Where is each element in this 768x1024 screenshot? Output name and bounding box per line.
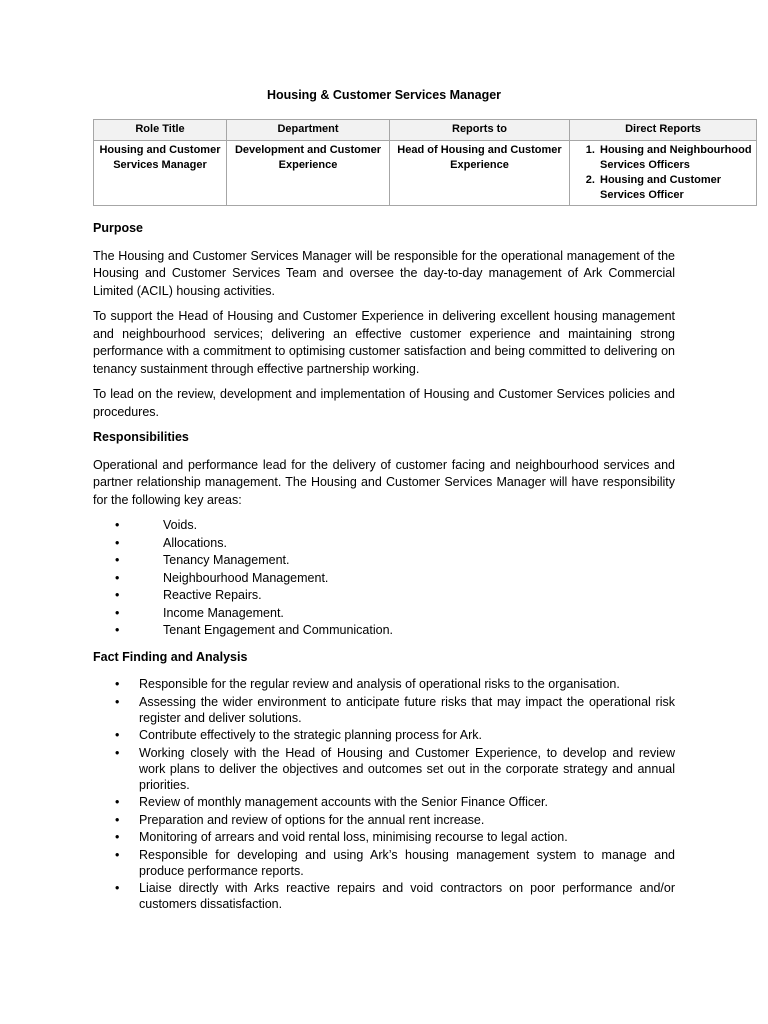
list-item: • Voids.: [93, 517, 675, 535]
list-item: • Liaise directly with Arks reactive repairs and void contractors on poor performance and/or customers dissatisfaction.: [93, 880, 675, 912]
header-direct-reports: Direct Reports: [570, 120, 757, 141]
list-item: • Allocations.: [93, 535, 675, 553]
list-item: • Tenancy Management.: [93, 552, 675, 570]
list-item: • Responsible for the regular review and analysis of operational risks to the organisation.: [93, 676, 675, 692]
list-item: • Preparation and review of options for the annual rent increase.: [93, 812, 675, 828]
cell-department: Development and Customer Experience: [227, 141, 390, 206]
list-item: • Monitoring of arrears and void rental loss, minimising recourse to legal action.: [93, 829, 675, 845]
table-header-row: [94, 120, 757, 141]
list-item: • Neighbourhood Management.: [93, 570, 675, 588]
fact-finding-list: [93, 676, 675, 912]
list-item: • Working closely with the Head of Housing and Customer Experience, to develop and review work plans to deliver the objectives and outcomes set out in the corporate strategy and annual priorities.: [93, 745, 675, 793]
purpose-paragraph: To lead on the review, development and implementation of Housing and Customer Services policies and procedures.: [93, 387, 675, 419]
header-role-title: Role Title: [94, 120, 227, 141]
list-item: • Assessing the wider environment to anticipate future risks that may impact the operational risk register and deliver solutions.: [93, 694, 675, 726]
document-body: [93, 220, 675, 914]
list-item: 1. Housing and Neighbourhood Services Officers: [598, 143, 752, 173]
purpose-paragraph: To support the Head of Housing and Customer Experience in delivering excellent housing management and neighbourhood services; delivering an effective customer experience and maintaining strong performance with a commitment to optimising customer satisfaction and being committed to delivering on tenancy sustainment through effective partnership working.: [93, 309, 675, 376]
list-item: • Reactive Repairs.: [93, 587, 675, 605]
direct-reports-list: [574, 143, 752, 203]
table-row: [94, 141, 757, 206]
list-item: • Income Management.: [93, 605, 675, 623]
purpose-heading: Purpose: [93, 221, 144, 235]
responsibilities-heading: Responsibilities: [93, 430, 189, 444]
list-item: • Responsible for developing and using Ark’s housing management system to manage and produce performance reports.: [93, 847, 675, 879]
cell-role-title: Housing and Customer Services Manager: [94, 141, 227, 206]
document-title: Housing & Customer Services Manager: [266, 88, 502, 102]
header-reports-to: Reports to: [390, 120, 570, 141]
cell-direct-reports: [570, 141, 757, 206]
list-item: • Review of monthly management accounts with the Senior Finance Officer.: [93, 794, 675, 810]
list-item: 2. Housing and Customer Services Officer: [598, 173, 752, 203]
responsibilities-intro: Operational and performance lead for the delivery of customer facing and neighbourhood services and partner relationship management. The Housing and Customer Services Manager will have responsibility for the following key areas:: [93, 457, 675, 507]
list-item: • Tenant Engagement and Communication.: [93, 622, 675, 640]
cell-reports-to: Head of Housing and Customer Experience: [390, 141, 570, 206]
fact-finding-heading: Fact Finding and Analysis: [93, 649, 248, 664]
list-item: • Contribute effectively to the strategic planning process for Ark.: [93, 727, 675, 743]
header-department: Department: [227, 120, 390, 141]
purpose-paragraph: The Housing and Customer Services Manager will be responsible for the operational management of the Housing and Customer Services Team and oversee the day-to-day management of Ark Commercial Limited (ACIL) housing activities.: [93, 248, 675, 298]
role-info-table: [93, 119, 757, 206]
key-areas-list: [93, 517, 675, 640]
